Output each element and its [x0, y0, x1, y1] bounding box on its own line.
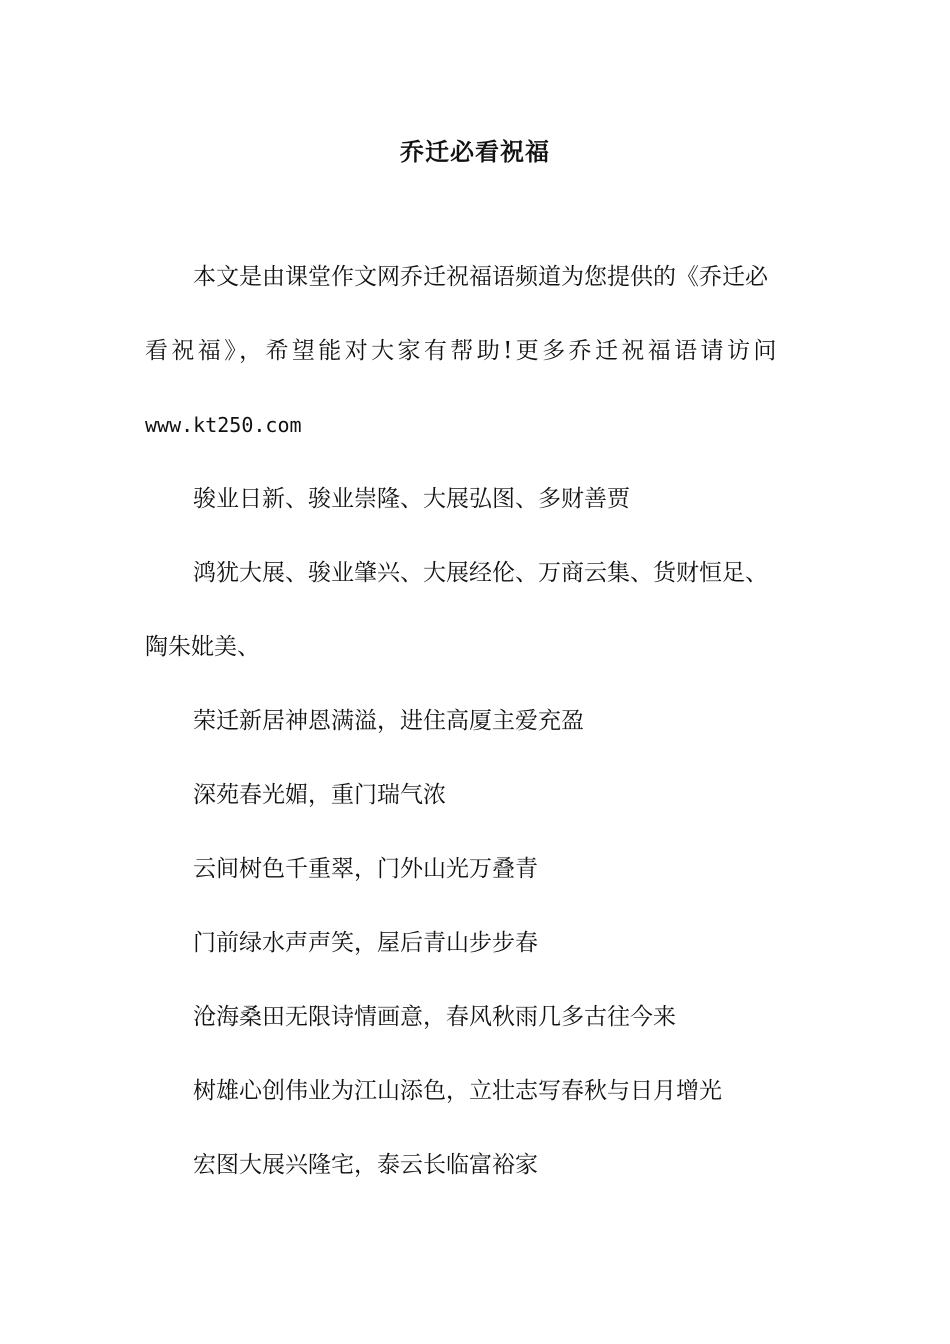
intro-url: www.kt250.com	[145, 413, 302, 437]
blessing-paragraph: 门前绿水声声笑，屋后青山步步春	[193, 930, 538, 956]
intro-line-2: 看祝福》，希望能对大家有帮助!更多乔迁祝福语请访问	[145, 338, 780, 364]
blessing-paragraph: 深苑春光媚，重门瑞气浓	[193, 782, 446, 808]
blessing-paragraph: 树雄心创伟业为江山添色，立壮志写春秋与日月增光	[193, 1078, 722, 1104]
blessing-paragraph: 宏图大展兴隆宅，泰云长临富裕家	[193, 1152, 538, 1178]
blessing-paragraph: 荣迁新居神恩满溢，进住高厦主爱充盈	[193, 708, 584, 734]
blessing-line: 陶朱妣美、	[145, 634, 260, 660]
intro-line-1: 本文是由课堂作文网乔迁祝福语频道为您提供的《乔迁必	[193, 264, 768, 290]
blessing-paragraph	[145, 536, 807, 684]
blessing-paragraph: 云间树色千重翠，门外山光万叠青	[193, 856, 538, 882]
blessings-list	[145, 462, 807, 1202]
intro-paragraph	[145, 240, 807, 462]
blessing-paragraph: 骏业日新、骏业崇隆、大展弘图、多财善贾	[193, 486, 630, 512]
blessing-paragraph: 沧海桑田无限诗情画意，春风秋雨几多古往今来	[193, 1004, 676, 1030]
document-title: 乔迁必看祝福	[400, 137, 550, 166]
blessing-line: 鸿犹大展、骏业肇兴、大展经伦、万商云集、货财恒足、	[193, 560, 768, 586]
